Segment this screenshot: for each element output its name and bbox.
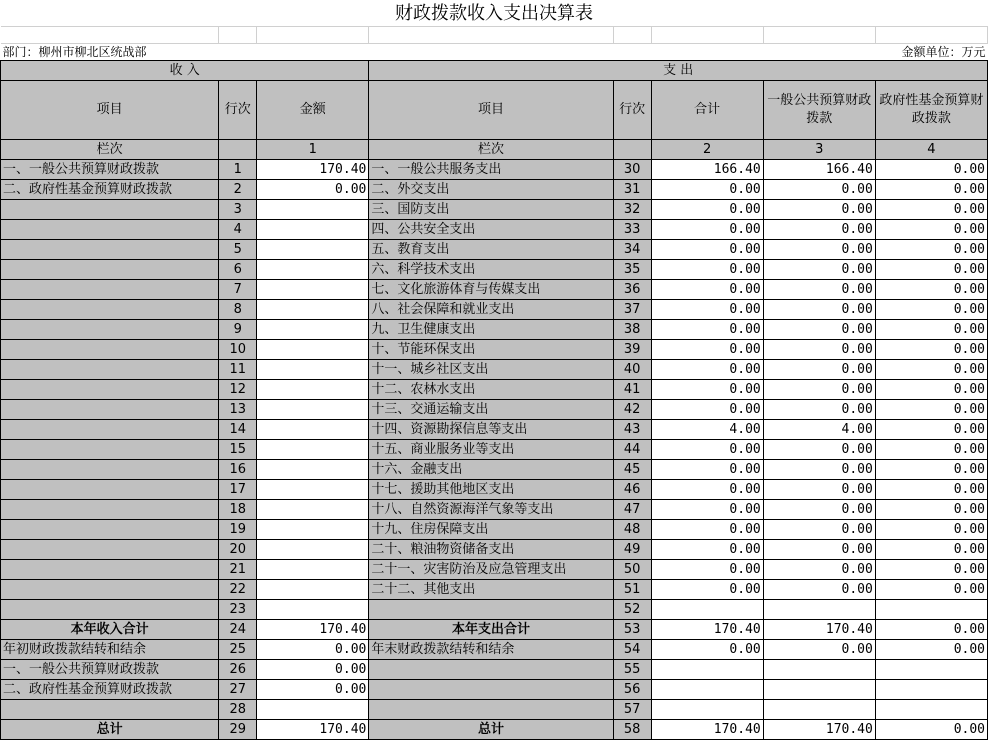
income-item bbox=[1, 260, 219, 280]
expense-item: 三、国防支出 bbox=[369, 200, 613, 220]
expense-total: 0.00 bbox=[651, 440, 763, 460]
expense-fund: 0.00 bbox=[875, 640, 987, 660]
expense-item: 十二、农林水支出 bbox=[369, 380, 613, 400]
income-amount bbox=[257, 260, 369, 280]
expense-general: 4.00 bbox=[763, 420, 875, 440]
income-row-no: 6 bbox=[219, 260, 257, 280]
expense-item bbox=[369, 700, 613, 720]
expense-total: 0.00 bbox=[651, 280, 763, 300]
expense-general: 0.00 bbox=[763, 260, 875, 280]
income-row-no: 4 bbox=[219, 220, 257, 240]
expense-row-no: 53 bbox=[613, 620, 651, 640]
expense-item: 六、科学技术支出 bbox=[369, 260, 613, 280]
expense-general: 0.00 bbox=[763, 340, 875, 360]
expense-row-no: 40 bbox=[613, 360, 651, 380]
expense-row-no: 49 bbox=[613, 540, 651, 560]
col-index-label2: 栏次 bbox=[369, 140, 613, 160]
income-amount bbox=[257, 380, 369, 400]
expense-row-no: 48 bbox=[613, 520, 651, 540]
income-amount bbox=[257, 520, 369, 540]
income-item bbox=[1, 220, 219, 240]
income-row-no: 8 bbox=[219, 300, 257, 320]
expense-item: 五、教育支出 bbox=[369, 240, 613, 260]
table-row bbox=[1, 280, 988, 300]
expense-fund: 0.00 bbox=[875, 520, 987, 540]
income-row-no: 17 bbox=[219, 480, 257, 500]
income-row-no: 7 bbox=[219, 280, 257, 300]
income-amount bbox=[257, 340, 369, 360]
expense-general: 0.00 bbox=[763, 380, 875, 400]
expense-row-no: 55 bbox=[613, 660, 651, 680]
expense-fund: 0.00 bbox=[875, 380, 987, 400]
income-amount bbox=[257, 580, 369, 600]
income-item bbox=[1, 520, 219, 540]
income-item bbox=[1, 500, 219, 520]
table-row bbox=[1, 440, 988, 460]
income-amount bbox=[257, 280, 369, 300]
income-item bbox=[1, 400, 219, 420]
income-amount: 170.40 bbox=[257, 720, 369, 740]
income-amount bbox=[257, 440, 369, 460]
income-amount: 170.40 bbox=[257, 620, 369, 640]
income-amount bbox=[257, 400, 369, 420]
table-row bbox=[1, 240, 988, 260]
income-item bbox=[1, 420, 219, 440]
income-row-no: 26 bbox=[219, 660, 257, 680]
table-row bbox=[1, 540, 988, 560]
income-amount bbox=[257, 500, 369, 520]
income-item bbox=[1, 360, 219, 380]
expense-row-no: 39 bbox=[613, 340, 651, 360]
expense-item: 十六、金融支出 bbox=[369, 460, 613, 480]
income-item: 本年收入合计 bbox=[1, 620, 219, 640]
expense-row-no: 37 bbox=[613, 300, 651, 320]
expense-row-no: 52 bbox=[613, 600, 651, 620]
income-item bbox=[1, 300, 219, 320]
col-header-item: 项目 bbox=[1, 81, 219, 140]
expense-general: 166.40 bbox=[763, 160, 875, 180]
expense-general: 0.00 bbox=[763, 320, 875, 340]
income-row-no: 16 bbox=[219, 460, 257, 480]
expense-total: 0.00 bbox=[651, 520, 763, 540]
income-row-no: 19 bbox=[219, 520, 257, 540]
expense-fund: 0.00 bbox=[875, 440, 987, 460]
table-row bbox=[1, 680, 988, 700]
income-item bbox=[1, 460, 219, 480]
expense-total: 0.00 bbox=[651, 400, 763, 420]
expense-fund: 0.00 bbox=[875, 360, 987, 380]
expense-item: 二、外交支出 bbox=[369, 180, 613, 200]
income-row-no: 21 bbox=[219, 560, 257, 580]
table-row bbox=[1, 640, 988, 660]
expense-row-no: 46 bbox=[613, 480, 651, 500]
col-index-3: 3 bbox=[763, 140, 875, 160]
col-header-row: 行次 bbox=[219, 81, 257, 140]
expense-total: 170.40 bbox=[651, 620, 763, 640]
income-item bbox=[1, 320, 219, 340]
expense-row-no: 43 bbox=[613, 420, 651, 440]
expense-row-no: 58 bbox=[613, 720, 651, 740]
expense-row-no: 32 bbox=[613, 200, 651, 220]
expense-row-no: 33 bbox=[613, 220, 651, 240]
expense-row-no: 45 bbox=[613, 460, 651, 480]
expense-general: 0.00 bbox=[763, 480, 875, 500]
income-item bbox=[1, 480, 219, 500]
income-row-no: 10 bbox=[219, 340, 257, 360]
income-amount bbox=[257, 220, 369, 240]
expense-general: 0.00 bbox=[763, 640, 875, 660]
expense-item: 一、一般公共服务支出 bbox=[369, 160, 613, 180]
income-item bbox=[1, 580, 219, 600]
income-amount bbox=[257, 560, 369, 580]
expense-fund: 0.00 bbox=[875, 560, 987, 580]
income-item bbox=[1, 700, 219, 720]
table-row bbox=[1, 160, 988, 180]
expense-row-no: 42 bbox=[613, 400, 651, 420]
income-amount bbox=[257, 320, 369, 340]
expense-fund: 0.00 bbox=[875, 720, 987, 740]
income-row-no: 15 bbox=[219, 440, 257, 460]
table-row bbox=[1, 700, 988, 720]
income-amount: 0.00 bbox=[257, 680, 369, 700]
expense-row-no: 31 bbox=[613, 180, 651, 200]
income-row-no: 12 bbox=[219, 380, 257, 400]
expense-row-no: 36 bbox=[613, 280, 651, 300]
table-row bbox=[1, 360, 988, 380]
table-row bbox=[1, 460, 988, 480]
expense-row-no: 34 bbox=[613, 240, 651, 260]
expense-row-no: 57 bbox=[613, 700, 651, 720]
income-row-no: 9 bbox=[219, 320, 257, 340]
expense-item bbox=[369, 660, 613, 680]
income-amount bbox=[257, 600, 369, 620]
expense-row-no: 51 bbox=[613, 580, 651, 600]
expense-general: 170.40 bbox=[763, 720, 875, 740]
expense-item: 二十二、其他支出 bbox=[369, 580, 613, 600]
expense-total: 0.00 bbox=[651, 360, 763, 380]
expense-item: 十一、城乡社区支出 bbox=[369, 360, 613, 380]
table-row bbox=[1, 200, 988, 220]
expense-item: 十四、资源勘探信息等支出 bbox=[369, 420, 613, 440]
expense-total: 0.00 bbox=[651, 220, 763, 240]
expense-general: 0.00 bbox=[763, 360, 875, 380]
income-amount: 0.00 bbox=[257, 180, 369, 200]
table-row bbox=[1, 620, 988, 640]
income-item: 总计 bbox=[1, 720, 219, 740]
income-row-no: 29 bbox=[219, 720, 257, 740]
expense-fund: 0.00 bbox=[875, 220, 987, 240]
expense-general: 0.00 bbox=[763, 500, 875, 520]
table-row bbox=[1, 400, 988, 420]
expense-total: 0.00 bbox=[651, 460, 763, 480]
income-row-no: 24 bbox=[219, 620, 257, 640]
income-item bbox=[1, 440, 219, 460]
income-item: 一、一般公共预算财政拨款 bbox=[1, 660, 219, 680]
income-row-no: 14 bbox=[219, 420, 257, 440]
expense-total: 0.00 bbox=[651, 340, 763, 360]
table-title: 财政拨款收入支出决算表 bbox=[1, 0, 988, 27]
expense-item: 十九、住房保障支出 bbox=[369, 520, 613, 540]
expense-general: 0.00 bbox=[763, 400, 875, 420]
expense-total: 0.00 bbox=[651, 380, 763, 400]
income-row-no: 23 bbox=[219, 600, 257, 620]
expense-item bbox=[369, 600, 613, 620]
expense-total bbox=[651, 600, 763, 620]
income-item bbox=[1, 600, 219, 620]
expense-fund: 0.00 bbox=[875, 280, 987, 300]
table-row bbox=[1, 180, 988, 200]
table-body bbox=[1, 160, 988, 740]
table-row bbox=[1, 340, 988, 360]
expense-row-no: 38 bbox=[613, 320, 651, 340]
expense-row-no: 44 bbox=[613, 440, 651, 460]
expense-general: 0.00 bbox=[763, 580, 875, 600]
expense-fund: 0.00 bbox=[875, 500, 987, 520]
expense-total: 0.00 bbox=[651, 300, 763, 320]
income-row-no: 25 bbox=[219, 640, 257, 660]
col-header-total: 合计 bbox=[651, 81, 763, 140]
expense-item: 九、卫生健康支出 bbox=[369, 320, 613, 340]
income-item bbox=[1, 240, 219, 260]
income-item bbox=[1, 560, 219, 580]
expense-fund: 0.00 bbox=[875, 340, 987, 360]
expense-item: 总计 bbox=[369, 720, 613, 740]
table-row bbox=[1, 220, 988, 240]
income-row-no: 28 bbox=[219, 700, 257, 720]
expense-fund bbox=[875, 600, 987, 620]
income-row-no: 13 bbox=[219, 400, 257, 420]
table-row bbox=[1, 720, 988, 740]
expense-general: 0.00 bbox=[763, 460, 875, 480]
expense-fund bbox=[875, 680, 987, 700]
expense-fund: 0.00 bbox=[875, 460, 987, 480]
expense-general: 0.00 bbox=[763, 280, 875, 300]
expense-fund: 0.00 bbox=[875, 540, 987, 560]
income-amount bbox=[257, 420, 369, 440]
expense-item: 年末财政拨款结转和结余 bbox=[369, 640, 613, 660]
income-amount bbox=[257, 200, 369, 220]
income-amount bbox=[257, 240, 369, 260]
income-amount bbox=[257, 360, 369, 380]
expense-fund: 0.00 bbox=[875, 180, 987, 200]
expense-total: 0.00 bbox=[651, 560, 763, 580]
table-row bbox=[1, 320, 988, 340]
income-amount bbox=[257, 460, 369, 480]
expense-item bbox=[369, 680, 613, 700]
income-amount bbox=[257, 480, 369, 500]
expense-item: 十七、援助其他地区支出 bbox=[369, 480, 613, 500]
expense-general: 0.00 bbox=[763, 240, 875, 260]
expense-fund: 0.00 bbox=[875, 320, 987, 340]
income-row-no: 18 bbox=[219, 500, 257, 520]
table-row bbox=[1, 600, 988, 620]
expense-item: 四、公共安全支出 bbox=[369, 220, 613, 240]
expense-general bbox=[763, 680, 875, 700]
expense-general bbox=[763, 660, 875, 680]
col-index-4: 4 bbox=[875, 140, 987, 160]
col-header-row2: 行次 bbox=[613, 81, 651, 140]
unit-label: 金额单位：万元 bbox=[901, 45, 986, 59]
expense-total: 0.00 bbox=[651, 240, 763, 260]
expense-total: 0.00 bbox=[651, 500, 763, 520]
expense-total: 0.00 bbox=[651, 180, 763, 200]
department-label: 部门：柳州市柳北区统战部 bbox=[2, 45, 147, 59]
table-row bbox=[1, 580, 988, 600]
income-amount: 0.00 bbox=[257, 640, 369, 660]
col-header-fund: 政府性基金预算财政拨款 bbox=[875, 81, 987, 140]
expense-item: 本年支出合计 bbox=[369, 620, 613, 640]
expense-row-no: 41 bbox=[613, 380, 651, 400]
col-index-label: 栏次 bbox=[1, 140, 219, 160]
table-row bbox=[1, 480, 988, 500]
income-amount: 0.00 bbox=[257, 660, 369, 680]
expense-general: 0.00 bbox=[763, 200, 875, 220]
expense-fund: 0.00 bbox=[875, 260, 987, 280]
expense-fund bbox=[875, 660, 987, 680]
expense-fund: 0.00 bbox=[875, 420, 987, 440]
expense-total bbox=[651, 680, 763, 700]
expense-general: 0.00 bbox=[763, 300, 875, 320]
expense-general: 0.00 bbox=[763, 540, 875, 560]
expense-total bbox=[651, 660, 763, 680]
expense-row-no: 30 bbox=[613, 160, 651, 180]
income-item bbox=[1, 200, 219, 220]
expense-fund: 0.00 bbox=[875, 480, 987, 500]
expense-row-no: 50 bbox=[613, 560, 651, 580]
expense-total: 166.40 bbox=[651, 160, 763, 180]
col-header-amount: 金额 bbox=[257, 81, 369, 140]
expense-general: 0.00 bbox=[763, 440, 875, 460]
table-row bbox=[1, 380, 988, 400]
income-amount bbox=[257, 300, 369, 320]
income-amount: 170.40 bbox=[257, 160, 369, 180]
expense-item: 十三、交通运输支出 bbox=[369, 400, 613, 420]
table-row bbox=[1, 500, 988, 520]
expense-general: 0.00 bbox=[763, 560, 875, 580]
expense-general bbox=[763, 700, 875, 720]
expense-general bbox=[763, 600, 875, 620]
income-amount bbox=[257, 700, 369, 720]
expense-row-no: 54 bbox=[613, 640, 651, 660]
expense-total: 0.00 bbox=[651, 320, 763, 340]
expense-total: 170.40 bbox=[651, 720, 763, 740]
expense-row-no: 56 bbox=[613, 680, 651, 700]
income-item: 二、政府性基金预算财政拨款 bbox=[1, 180, 219, 200]
income-amount bbox=[257, 540, 369, 560]
expense-total: 4.00 bbox=[651, 420, 763, 440]
income-row-no: 5 bbox=[219, 240, 257, 260]
expense-fund: 0.00 bbox=[875, 240, 987, 260]
income-row-no: 3 bbox=[219, 200, 257, 220]
table-row bbox=[1, 420, 988, 440]
expense-fund: 0.00 bbox=[875, 300, 987, 320]
income-row-no: 20 bbox=[219, 540, 257, 560]
income-row-no: 11 bbox=[219, 360, 257, 380]
expense-fund: 0.00 bbox=[875, 620, 987, 640]
income-row-no: 27 bbox=[219, 680, 257, 700]
expense-total: 0.00 bbox=[651, 640, 763, 660]
expense-total: 0.00 bbox=[651, 540, 763, 560]
expense-general: 170.40 bbox=[763, 620, 875, 640]
expense-item: 七、文化旅游体育与传媒支出 bbox=[369, 280, 613, 300]
expense-row-no: 47 bbox=[613, 500, 651, 520]
income-item: 一、一般公共预算财政拨款 bbox=[1, 160, 219, 180]
col-index-2: 2 bbox=[651, 140, 763, 160]
expense-item: 二十、粮油物资储备支出 bbox=[369, 540, 613, 560]
income-item bbox=[1, 340, 219, 360]
table-row bbox=[1, 260, 988, 280]
table-row bbox=[1, 520, 988, 540]
expense-total: 0.00 bbox=[651, 200, 763, 220]
expense-fund: 0.00 bbox=[875, 580, 987, 600]
expense-fund bbox=[875, 700, 987, 720]
expense-item: 八、社会保障和就业支出 bbox=[369, 300, 613, 320]
col-header-item2: 项目 bbox=[369, 81, 613, 140]
table-row bbox=[1, 300, 988, 320]
expense-total: 0.00 bbox=[651, 260, 763, 280]
expense-item: 十、节能环保支出 bbox=[369, 340, 613, 360]
income-row-no: 22 bbox=[219, 580, 257, 600]
income-section-header: 收 入 bbox=[1, 61, 369, 81]
income-item bbox=[1, 540, 219, 560]
expense-general: 0.00 bbox=[763, 220, 875, 240]
table-row bbox=[1, 660, 988, 680]
income-item bbox=[1, 380, 219, 400]
income-item: 二、政府性基金预算财政拨款 bbox=[1, 680, 219, 700]
expense-general: 0.00 bbox=[763, 180, 875, 200]
expense-item: 十五、商业服务业等支出 bbox=[369, 440, 613, 460]
col-index-1: 1 bbox=[257, 140, 369, 160]
table-row bbox=[1, 560, 988, 580]
expense-total bbox=[651, 700, 763, 720]
expense-item: 二十一、灾害防治及应急管理支出 bbox=[369, 560, 613, 580]
expense-section-header: 支 出 bbox=[369, 61, 988, 81]
income-row-no: 1 bbox=[219, 160, 257, 180]
expense-fund: 0.00 bbox=[875, 160, 987, 180]
income-item bbox=[1, 280, 219, 300]
expense-general: 0.00 bbox=[763, 520, 875, 540]
expense-total: 0.00 bbox=[651, 580, 763, 600]
expense-total: 0.00 bbox=[651, 480, 763, 500]
col-header-general: 一般公共预算财政拨款 bbox=[763, 81, 875, 140]
expense-fund: 0.00 bbox=[875, 200, 987, 220]
income-row-no: 2 bbox=[219, 180, 257, 200]
expense-fund: 0.00 bbox=[875, 400, 987, 420]
expense-row-no: 35 bbox=[613, 260, 651, 280]
income-item: 年初财政拨款结转和结余 bbox=[1, 640, 219, 660]
expense-item: 十八、自然资源海洋气象等支出 bbox=[369, 500, 613, 520]
